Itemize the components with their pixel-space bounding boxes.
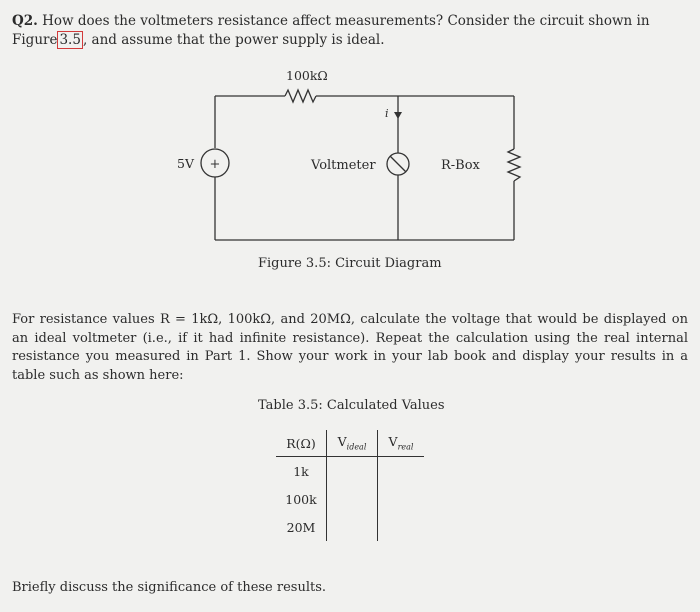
source-label: 5V: [177, 156, 194, 171]
table-row: [276, 457, 424, 486]
voltmeter-label: Voltmeter: [311, 158, 376, 173]
header-v-real: $V_{real}$: [378, 430, 425, 457]
resistor-label: 100kΩ: [286, 68, 328, 83]
table-row: [276, 485, 424, 513]
table-row: [276, 513, 424, 541]
question-body-end: , and assume that the power supply is ideal.: [82, 32, 385, 48]
table-header-row: [276, 430, 424, 457]
instructions-paragraph: For resistance values R = 1kΩ, 100kΩ, and 20MΩ, calculate the voltage that would be displayed on an ideal voltmeter (i.e., if it had infinite resistance). Repeat the calculation using the real internal resistance you measured in Part 1. Show your work in your lab book and display your results in a table such as shown here:: [12, 312, 688, 383]
row-v-ideal-cell: [327, 457, 378, 486]
row-v-ideal-cell: [327, 485, 378, 513]
figure-caption: Figure 3.5: Circuit Diagram: [258, 256, 442, 271]
header-r: R(Ω): [276, 430, 327, 457]
row-v-real-cell: [378, 457, 425, 486]
question-body: How does the voltmeters resistance affect measurements? Consider the circuit shown in Figure: [12, 13, 650, 48]
calculated-values-table: [276, 430, 424, 541]
question-number: Q2.: [12, 13, 38, 29]
voltmeter-icon-slash: [390, 156, 406, 172]
resistor-100k: [285, 90, 316, 102]
current-label: i: [385, 107, 389, 120]
row-v-ideal-cell: [327, 513, 378, 541]
circuit-diagram: [0, 0, 700, 300]
figure-reference-link[interactable]: 3.5: [59, 32, 81, 48]
row-v-real-cell: [378, 513, 425, 541]
row-r-value: 1k: [276, 457, 327, 486]
discussion-prompt: Briefly discuss the significance of these results.: [12, 580, 327, 595]
current-arrow-icon: [394, 112, 402, 119]
rbox-resistor-icon: [508, 149, 520, 181]
source-polarity: +: [209, 157, 221, 172]
row-r-value: 20M: [286, 519, 316, 535]
row-v-real-cell: [378, 485, 425, 513]
row-r-value: 100k: [285, 491, 317, 507]
table-caption: Table 3.5: Calculated Values: [258, 398, 445, 413]
header-v-ideal: $V_{ideal}$: [327, 430, 378, 457]
rbox-label: R-Box: [441, 158, 480, 173]
